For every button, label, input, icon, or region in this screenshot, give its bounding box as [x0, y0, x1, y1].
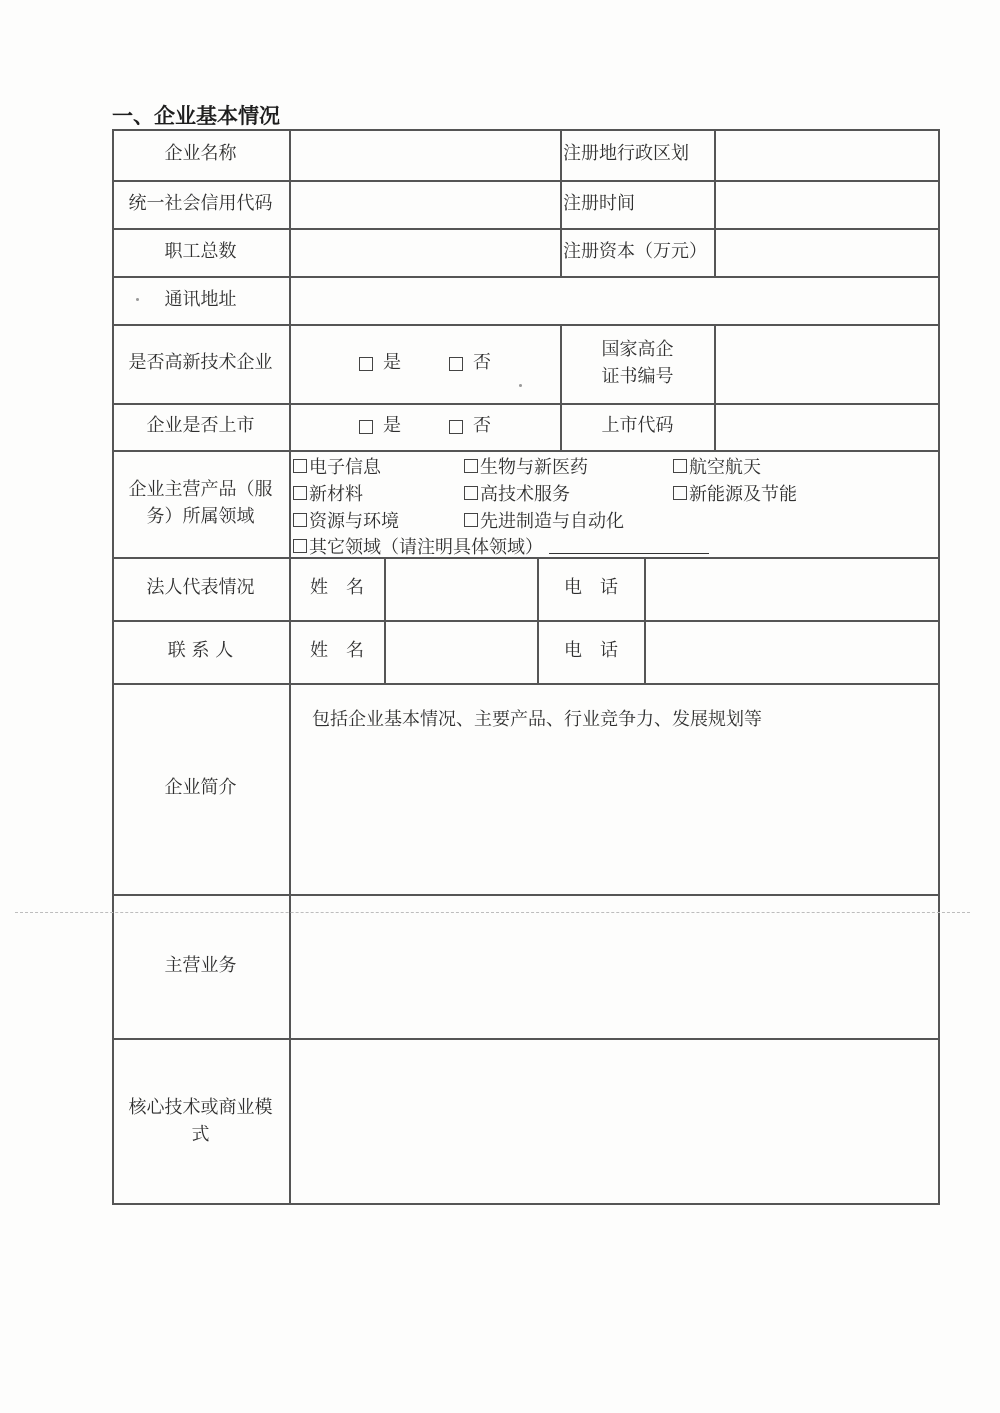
stock-code-field[interactable] [715, 403, 940, 450]
high-tech-cert-label [561, 324, 714, 403]
main-business-field[interactable] [290, 894, 940, 1038]
checkbox-icon[interactable] [293, 513, 307, 527]
listed-yes-checkbox[interactable] [359, 420, 373, 434]
contact-label: 联 系 人 [167, 640, 234, 662]
domain-option[interactable]: 新能源及节能 [673, 480, 797, 506]
profile-hint-text: 包括企业基本情况、主要产品、行业竞争力、发展规划等 [312, 709, 762, 730]
high-tech-cert-label-line2: 证书编号 [601, 365, 674, 387]
profile-field[interactable] [290, 740, 940, 894]
domain-label-line1: 企业主营产品（服 [128, 479, 273, 501]
scan-fold-line [15, 912, 970, 914]
registration-date-label: 注册时间 [563, 192, 635, 214]
domain-option[interactable]: 高技术服务 [464, 480, 570, 506]
core-tech-field[interactable] [290, 1038, 940, 1205]
domain-label-line2: 务）所属领域 [146, 505, 255, 527]
contact-phone-field[interactable] [645, 620, 940, 683]
legal-rep-phone-field[interactable] [645, 557, 940, 620]
employee-count-label: 职工总数 [164, 240, 237, 262]
column-divider [560, 129, 562, 276]
registered-region-label: 注册地行政区划 [563, 143, 689, 165]
contact-name-label: 姓 名 [310, 640, 364, 662]
other-domain-blank[interactable] [549, 539, 709, 554]
domain-option[interactable]: 电子信息 [293, 453, 381, 479]
scan-speck [519, 384, 522, 387]
contact-phone-label: 电 话 [564, 640, 618, 662]
core-tech-label-line1: 核心技术或商业模 [128, 1097, 273, 1119]
company-name-field[interactable] [290, 129, 560, 180]
checkbox-icon[interactable] [464, 459, 478, 473]
high-tech-cert-field[interactable] [715, 324, 940, 403]
checkbox-icon[interactable] [673, 486, 687, 500]
scan-speck [136, 298, 139, 301]
employee-count-field[interactable] [290, 228, 560, 276]
domain-option[interactable]: 先进制造与自动化 [464, 507, 624, 533]
listed-yes-label: 是 [383, 415, 401, 437]
stock-code-label: 上市代码 [601, 415, 674, 437]
domain-label [112, 450, 289, 557]
main-business-label: 主营业务 [164, 954, 237, 976]
listed-no-label: 否 [473, 415, 491, 437]
registered-capital-label: 注册资本（万元） [563, 240, 707, 262]
domain-option[interactable]: 生物与新医药 [464, 453, 588, 479]
high-tech-yes-label: 是 [383, 352, 401, 374]
legal-rep-phone-label: 电 话 [564, 577, 618, 599]
high-tech-no-label: 否 [473, 352, 491, 374]
domain-option[interactable]: 资源与环境 [293, 507, 399, 533]
legal-rep-label: 法人代表情况 [146, 577, 255, 599]
legal-rep-name-label: 姓 名 [310, 577, 364, 599]
section-title: 一、企业基本情况 [112, 104, 280, 128]
listed-no-checkbox[interactable] [449, 420, 463, 434]
core-tech-label [112, 1038, 289, 1205]
checkbox-icon[interactable] [464, 486, 478, 500]
checkbox-icon[interactable] [464, 513, 478, 527]
contact-name-field[interactable] [385, 620, 537, 683]
high-tech-options [290, 324, 560, 403]
registered-region-field[interactable] [715, 129, 940, 180]
listed-label: 企业是否上市 [146, 415, 255, 437]
high-tech-no-checkbox[interactable] [449, 357, 463, 371]
high-tech-label: 是否高新技术企业 [128, 352, 273, 374]
checkbox-icon[interactable] [293, 539, 307, 553]
domain-option[interactable]: 新材料 [293, 480, 363, 506]
checkbox-icon[interactable] [673, 459, 687, 473]
profile-label: 企业简介 [164, 777, 237, 799]
credit-code-field[interactable] [290, 180, 560, 228]
domain-option-other[interactable]: 其它领域（请注明具体领域） [293, 533, 709, 559]
address-field[interactable] [290, 276, 940, 324]
credit-code-label: 统一社会信用代码 [128, 192, 273, 214]
high-tech-cert-label-line1: 国家高企 [601, 339, 674, 361]
legal-rep-name-field[interactable] [385, 557, 537, 620]
domain-option[interactable]: 航空航天 [673, 453, 761, 479]
address-label: 通讯地址 [164, 288, 237, 310]
checkbox-icon[interactable] [293, 459, 307, 473]
listed-options [290, 403, 560, 450]
core-tech-label-line2: 式 [191, 1123, 210, 1145]
high-tech-yes-checkbox[interactable] [359, 357, 373, 371]
company-name-label: 企业名称 [164, 143, 237, 165]
checkbox-icon[interactable] [293, 486, 307, 500]
registered-capital-field[interactable] [715, 228, 940, 276]
registration-date-field[interactable] [715, 180, 940, 228]
